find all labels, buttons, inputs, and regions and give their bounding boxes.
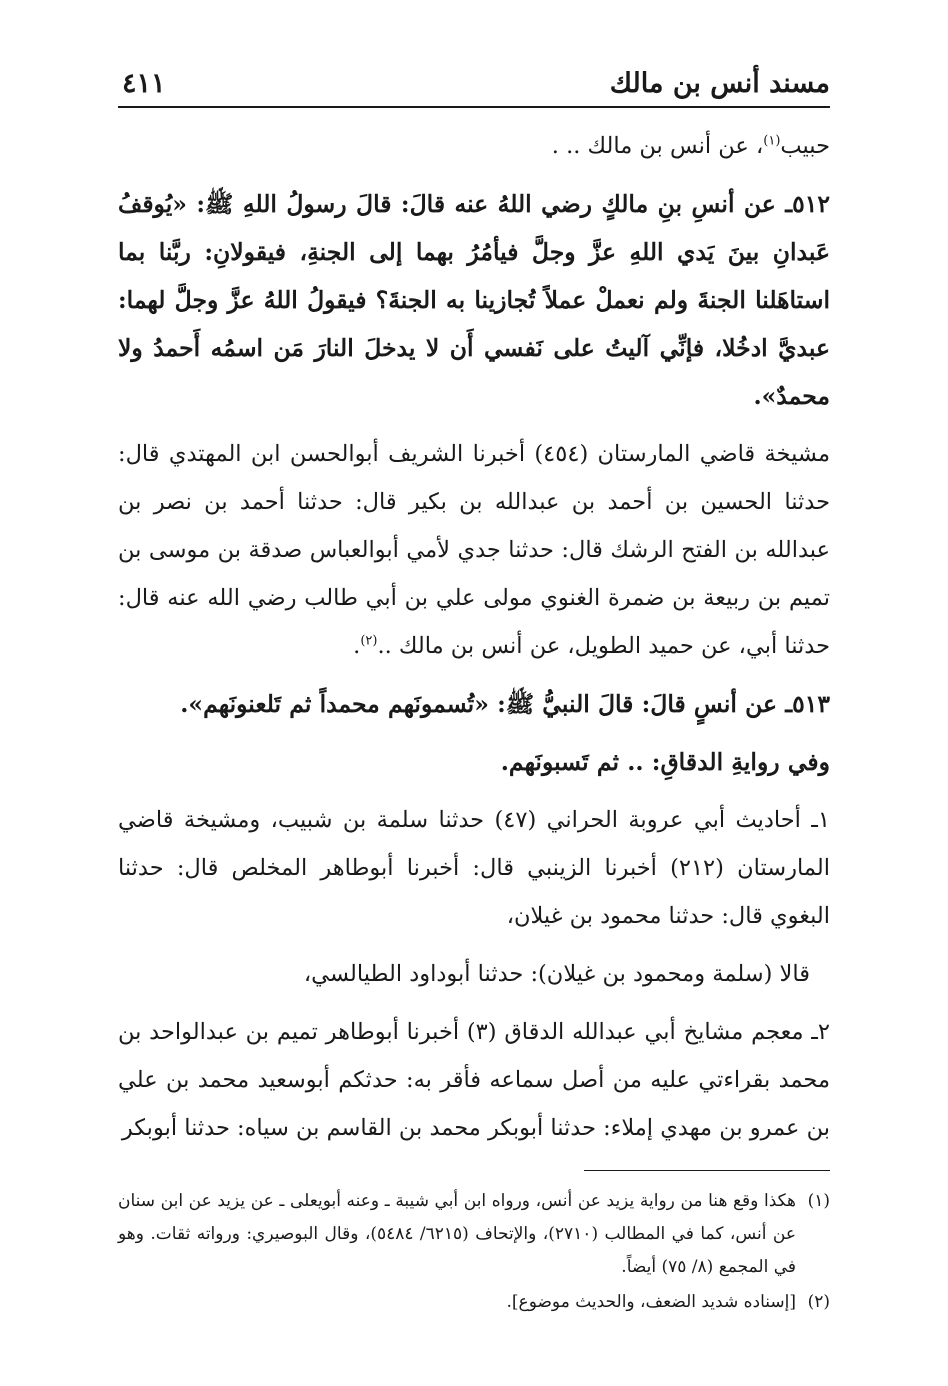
footnote-marker-1: (١)	[763, 133, 781, 149]
source-1-paragraph: ١ـ أحاديث أبي عروبة الحراني (٤٧) حدثنا سلمة بن شبيب، ومشيخة قاضي المارستان (٢١٢) أخبرنا الزينبي قال: أخبرنا أبوطاهر المخلص قال: حدثنا البغوي قال: حدثنا محمود بن غيلان،	[118, 807, 830, 929]
source-2-paragraph: ٢ـ معجم مشايخ أبي عبدالله الدقاق (٣) أخبرنا أبوطاهر تميم بن عبدالواحد بن محمد بقراءتي عليه من أصل سماعه فأقر به: حدثكم أبوسعيد محمد بن علي بن عمرو بن مهدي إملاء: حدثنا أبوبكر محمد بن القاسم بن سياه: حدثنا أبوبكر	[118, 1019, 830, 1141]
footnote-text: [إسناده شديد الضعف، والحديث موضوع].	[506, 1292, 796, 1312]
hadith-512: ٥١٢ـ عن أنسِ بنِ مالكٍ رضي اللهُ عنه قالَ: قالَ رسولُ اللهِ ﷺ: «يُوقفُ عَبدانِ بينَ يَدي اللهِ عزَّ وجلَّ فيأمُرُ بهما إلى الجنةِ، فيقولانِ: ربَّنا بما استاهَلنا الجنةَ ولم نعملْ عملاً تُجازينا به الجنةَ؟ فيقولُ اللهُ عزَّ وجلَّ لهما: عبديَّ ادخُلا، فإنِّي آليتُ على نَفسي أَن لا يدخلَ النارَ مَن اسمُه أَحمدُ ولا محمدٌ».	[118, 190, 830, 410]
text-fragment: ، عن أنس بن مالك .. .	[551, 133, 764, 159]
footnote-number: (٢)	[807, 1292, 830, 1312]
footnote-marker-2: (٢)	[360, 633, 378, 649]
footnote-number: (١)	[807, 1191, 830, 1211]
footnotes	[118, 1185, 830, 1319]
page-header	[118, 62, 830, 108]
source-1-continuation: قالا (سلمة ومحمود بن غيلان): حدثنا أبوداود الطيالسي،	[303, 961, 810, 987]
running-title: مسند أنس بن مالك	[609, 68, 830, 99]
hadith-513: ٥١٣ـ عن أنسٍ قالَ: قالَ النبيُّ ﷺ: «تُسمونَهم محمداً ثم تَلعنونَهم».	[180, 690, 830, 718]
isnad-paragraph: مشيخة قاضي المارستان (٤٥٤) أخبرنا الشريف أبوالحسن ابن المهتدي قال: حدثنا الحسين بن أحمد بن عبدالله بن بكير قال: حدثنا أحمد بن نصر بن عبدالله بن الفتح الرشك قال: حدثنا جدي لأمي أبوالعباس صدقة بن موسى بن تميم بن ربيعة بن ضمرة الغنوي مولى علي بن أبي طالب رضي الله عنه قال: حدثنا أبي، عن حميد الطويل، عن أنس بن مالك ..$^{(٢)}$.	[118, 441, 830, 659]
footnote-2	[118, 1286, 830, 1319]
book-page	[118, 62, 830, 1352]
footnote-divider	[584, 1170, 830, 1171]
page-number: ٤١١	[122, 68, 166, 99]
text-fragment: مشيخة قاضي المارستان (٤٥٤) أخبرنا الشريف أبوالحسن ابن المهتدي قال: حدثنا الحسين بن أحمد بن عبدالله بن بكير قال: حدثنا أحمد بن نصر بن عبدالله بن الفتح الرشك قال: حدثنا جدي لأمي أبوالعباس صدقة بن موسى بن تميم بن ربيعة بن ضمرة الغنوي مولى علي بن أبي طالب رضي الله عنه قال: حدثنا أبي، عن حميد الطويل، عن أنس بن مالك ..	[118, 441, 830, 659]
footnote-text: هكذا وقع هنا من رواية يزيد عن أنس، ورواه ابن أبي شيبة ـ وعنه أبويعلى ـ عن يزيد عن ابن سنان عن أنس، كما في المطالب (٢٧١٠)، والإتحاف (٦٢١٥/ ٥٤٨٤)، وقال البوصيري: ورواته ثقات. وهو في المجمع (٨/ ٧٥) أيضاً.	[118, 1191, 796, 1277]
variant-narration: وفي روايةِ الدقاقِ: .. ثم تَسبونَهم.	[500, 748, 830, 776]
paragraph-continuation	[118, 122, 830, 170]
text-fragment: حبيب	[780, 133, 830, 159]
footnote-1	[118, 1185, 830, 1284]
main-text	[118, 122, 830, 1152]
